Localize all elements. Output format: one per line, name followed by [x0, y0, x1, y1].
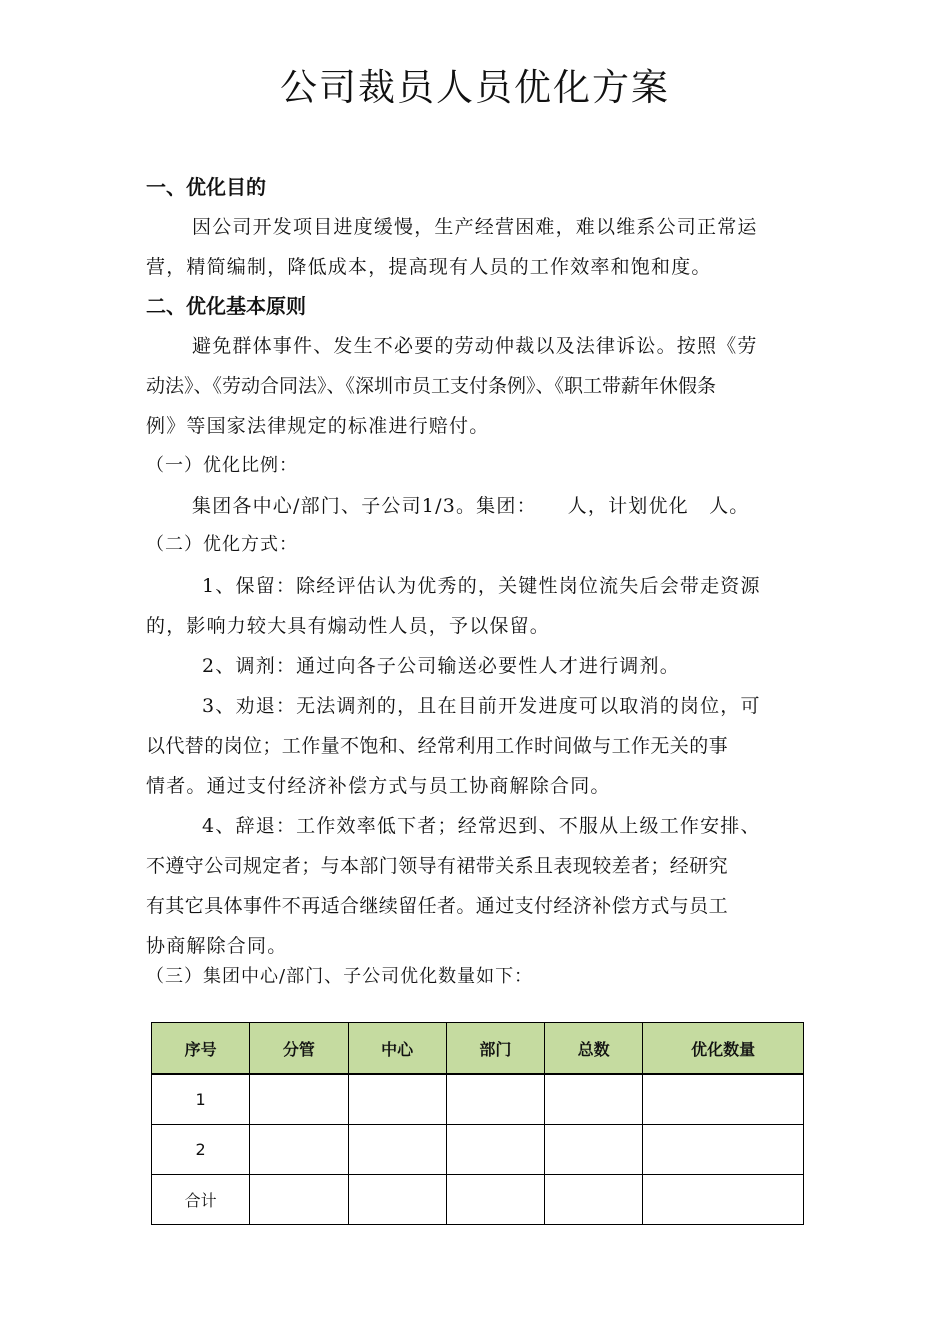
table-row: [152, 1074, 804, 1125]
table-cell: [446, 1125, 544, 1175]
paragraph-line: 以代替的岗位；工作量不饱和、经常利用工作时间做与工作无关的事: [146, 735, 729, 757]
header-cell: 中心: [348, 1023, 446, 1075]
table-cell: 1: [152, 1074, 250, 1125]
table-row: [152, 1125, 804, 1175]
table-cell: [643, 1175, 804, 1225]
table-cell: [348, 1074, 446, 1125]
paragraph-line: 2、调剂：通过向各子公司输送必要性人才进行调剂。: [202, 655, 680, 677]
paragraph-line: 协商解除合同。: [146, 935, 288, 957]
subsection-heading-ratio: （一）优化比例：: [146, 455, 298, 476]
table-cell: [348, 1175, 446, 1225]
table-cell: [545, 1125, 643, 1175]
subsection-heading-methods: （二）优化方式：: [146, 534, 298, 555]
table-cell: [643, 1125, 804, 1175]
paragraph-line: 例》等国家法律规定的标准进行赔付。: [146, 415, 490, 437]
paragraph-line: 情者。通过支付经济补偿方式与员工协商解除合同。: [146, 775, 611, 797]
paragraph-line: 有其它具体事件不再适合继续留任者。通过支付经济补偿方式与员工: [146, 895, 729, 917]
paragraph-line: 3、劝退：无法调剂的，且在目前开发进度可以取消的岗位，可: [202, 695, 761, 717]
table-cell: [250, 1074, 348, 1125]
header-cell: 分管: [250, 1023, 348, 1075]
header-cell: 序号: [152, 1023, 250, 1075]
paragraph-line: 避免群体事件、发生不必要的劳动仲裁以及法律诉讼。按照《劳: [192, 335, 758, 357]
subsection-heading-quantities: （三）集团中心/部门、子公司优化数量如下：: [146, 966, 534, 987]
paragraph-line: 因公司开发项目进度缓慢，生产经营困难，难以维系公司正常运: [192, 216, 758, 238]
table-cell: [643, 1074, 804, 1125]
table-row-total: [152, 1175, 804, 1225]
table-cell: [545, 1175, 643, 1225]
table-cell: [348, 1125, 446, 1175]
header-cell: 部门: [446, 1023, 544, 1075]
paragraph-line: 集团各中心/部门、子公司1/3。集团： 人，计划优化 人。: [192, 495, 750, 517]
header-cell: 优化数量: [643, 1023, 804, 1075]
table-cell: 2: [152, 1125, 250, 1175]
table-cell: [446, 1175, 544, 1225]
table-cell: [545, 1074, 643, 1125]
paragraph-line: 不遵守公司规定者；与本部门领导有裙带关系且表现较差者；经研究: [146, 855, 729, 877]
optimization-table: [151, 1022, 804, 1225]
table-cell: [250, 1175, 348, 1225]
table-cell: [446, 1074, 544, 1125]
paragraph-line: 动法》、《劳动合同法》、《深圳市员工支付条例》、《职工带薪年休假条: [146, 375, 717, 397]
paragraph-line: 4、辞退：工作效率低下者；经常迟到、不服从上级工作安排、: [202, 815, 761, 837]
paragraph-line: 的，影响力较大具有煽动性人员，予以保留。: [146, 615, 551, 637]
section-heading-principles: 二、优化基本原则: [146, 294, 306, 318]
header-cell: 总数: [545, 1023, 643, 1075]
paragraph-line: 1、保留：除经评估认为优秀的，关键性岗位流失后会带走资源: [202, 575, 761, 597]
table-header-row: [152, 1023, 804, 1075]
paragraph-line: 营，精简编制，降低成本，提高现有人员的工作效率和饱和度。: [146, 256, 712, 278]
table-cell: [250, 1125, 348, 1175]
table-cell: 合计: [152, 1175, 250, 1225]
page-title: 公司裁员人员优化方案: [280, 66, 670, 109]
section-heading-purpose: 一、优化目的: [146, 175, 266, 199]
